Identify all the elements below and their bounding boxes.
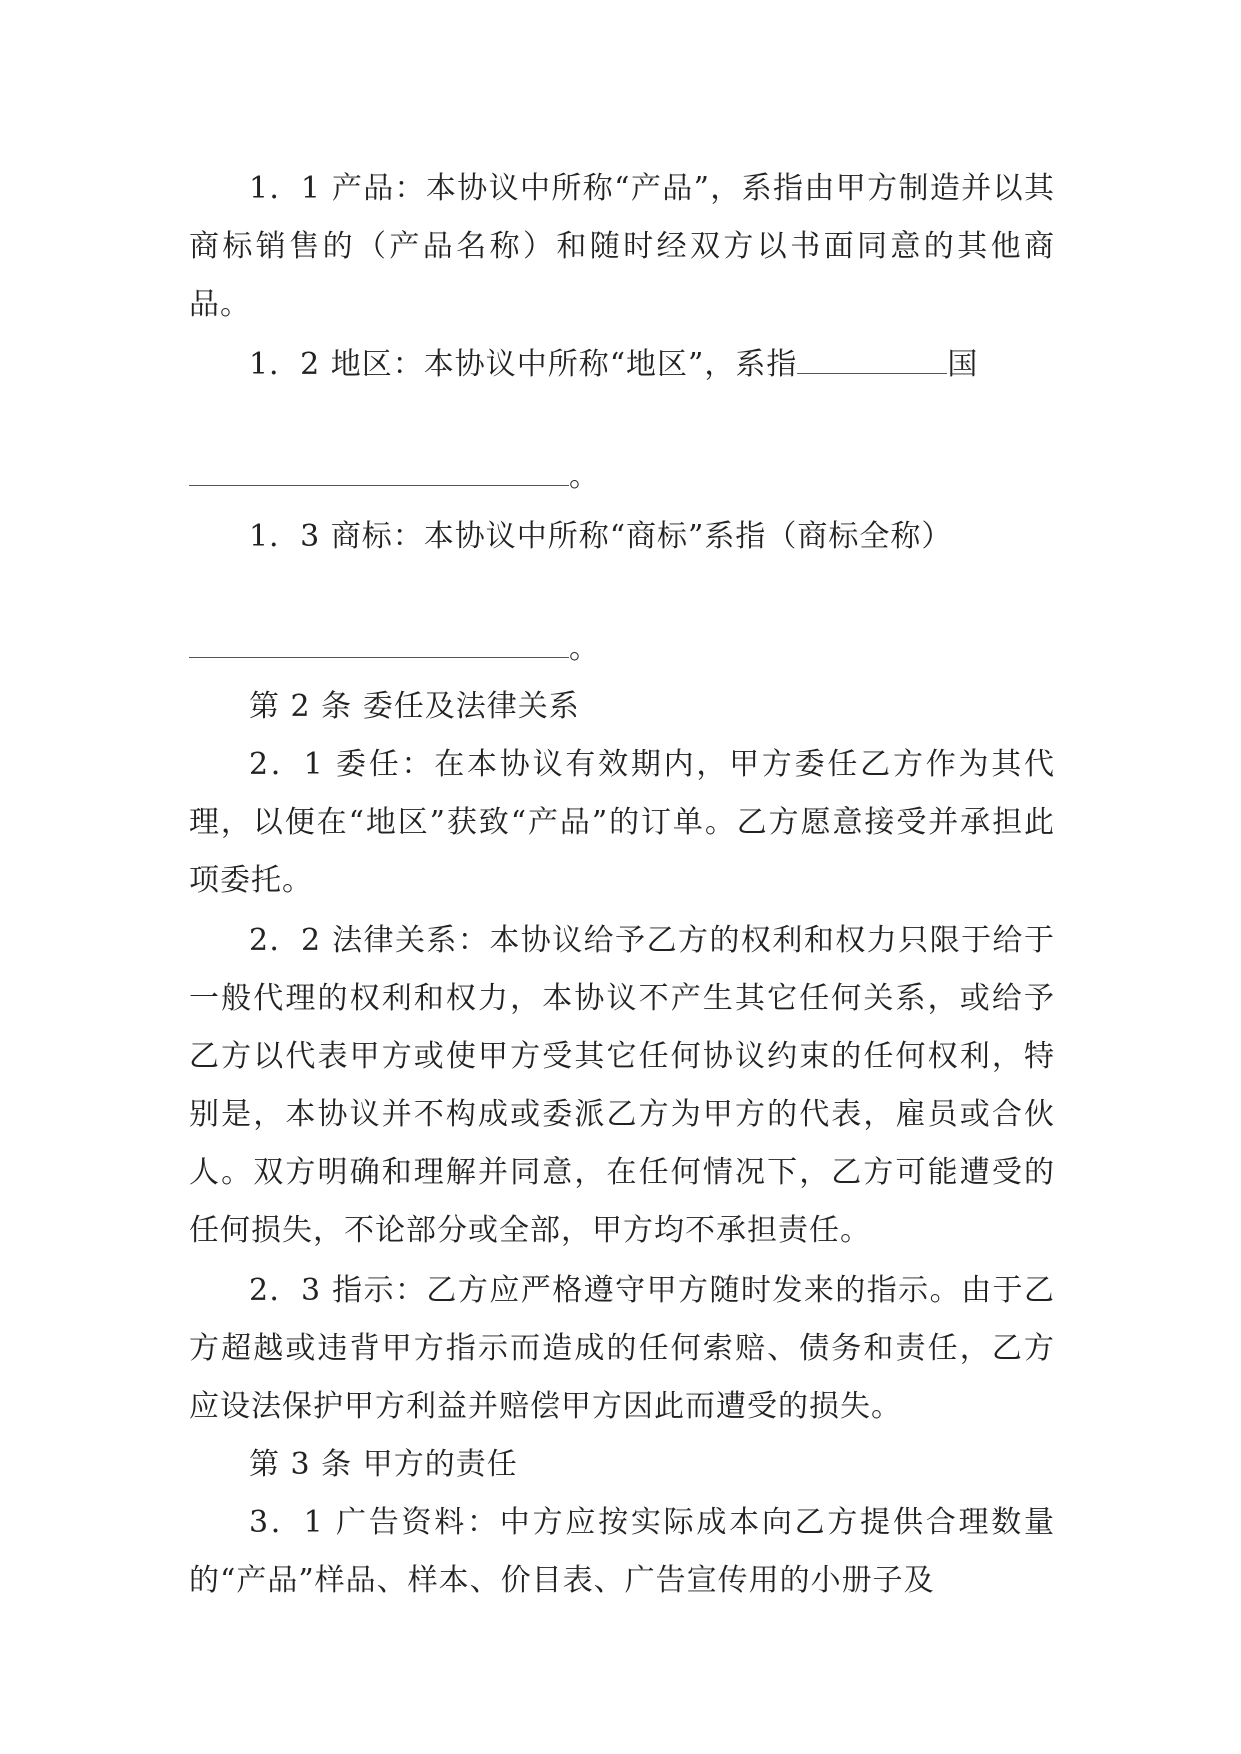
clause-1-3-blank-line [189,620,1055,678]
blank-trademark [189,627,569,658]
clause-3-1: 3．1 广告资料：中方应按实际成本向乙方提供合理数量的“产品”样品、样本、价目表、广告宣传用的小册子及 [189,1505,1055,1598]
article-3-heading: 第 3 条 甲方的责任 [249,1447,518,1482]
clause-2-2: 2．2 法律关系：本协议给予乙方的权利和权力只限于给于一般代理的权利和权力，本协议不产生其它任何关系，或给予乙方以代表甲方或使甲方受其它任何协议约束的任何权利，特别是，本协议并不构成或委派乙方为甲方的代表，雇员或合伙人。双方明确和理解并同意，在任何情况下，乙方可能遭受的任何损失，不论部分或全部，甲方均不承担责任。 [189,923,1055,1248]
clause-2-3: 2．3 指示：乙方应严格遵守甲方随时发来的指示。由于乙方超越或违背甲方指示而造成的任何索赔、债务和责任，乙方应设法保护甲方利益并赔偿甲方因此而遭受的损失。 [189,1273,1055,1424]
blank-region [797,343,947,374]
clause-1-1: 1．1 产品：本协议中所称“产品”，系指由甲方制造并以其商标销售的（产品名称）和随时经双方以书面同意的其他商品。 [189,171,1055,322]
clause-1-3-end: 。 [569,631,600,666]
clause-2-1: 2．1 委任：在本协议有效期内，甲方委任乙方作为其代理，以便在“地区”获致“产品”的订单。乙方愿意接受并承担此项委托。 [189,747,1055,898]
blank-region-2 [189,455,569,486]
clause-1-2 [189,336,1055,394]
clause-1-3: 1．3 商标：本协议中所称“商标”系指（商标全称） [249,519,953,554]
clause-1-2-end: 。 [569,459,600,494]
line-gap [189,394,1055,448]
clause-1-2-blank-line [189,448,1055,506]
clause-1-2-text: 1．2 地区：本协议中所称“地区”，系指 [249,347,798,382]
article-2-heading: 第 2 条 委任及法律关系 [249,689,580,724]
line-gap [189,566,1055,620]
clause-1-2-country: 国 [947,347,979,382]
document-body [189,160,1055,1610]
